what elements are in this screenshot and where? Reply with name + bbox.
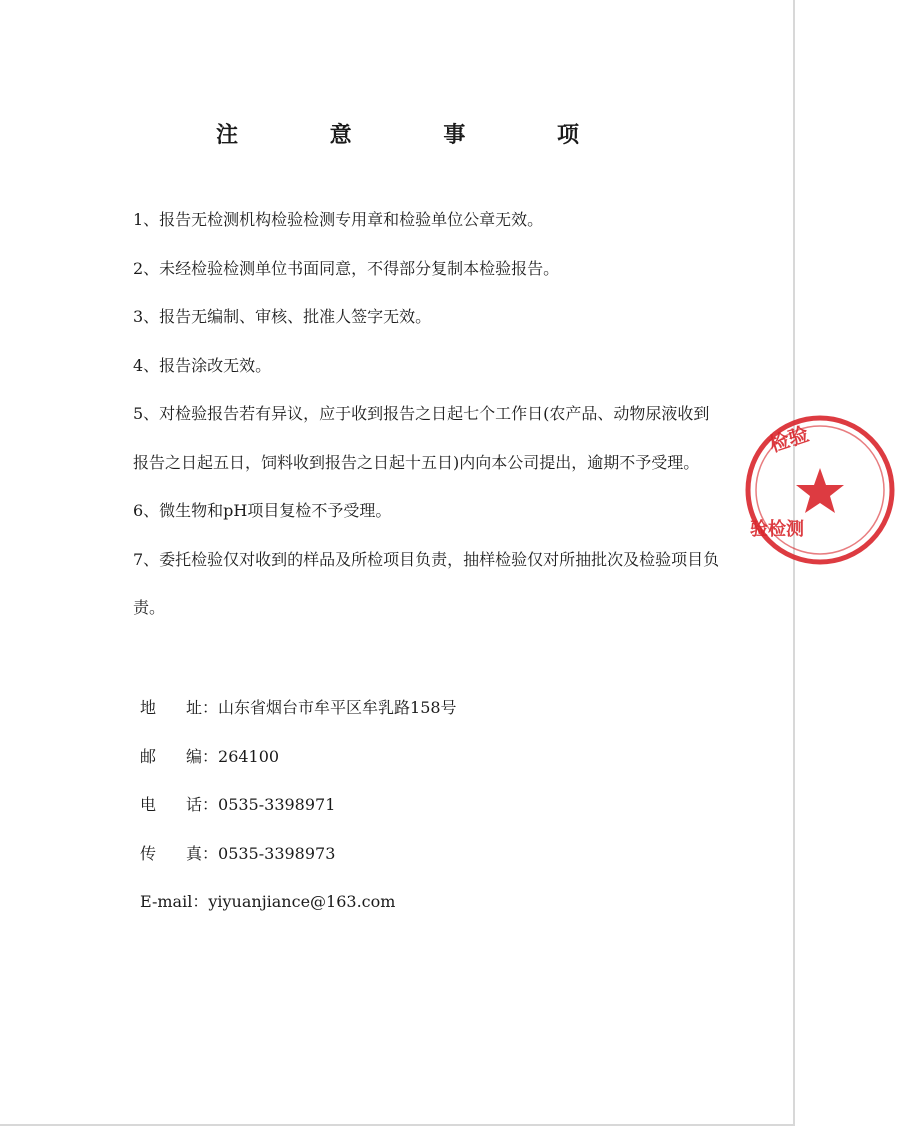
note-item-1: 1、报告无检测机构检验检测专用章和检验单位公章无效。 xyxy=(133,210,544,229)
fax-separator: ： xyxy=(202,843,219,863)
address-label-char-1: 地 xyxy=(140,698,157,717)
phone-separator: ： xyxy=(202,795,219,814)
email-label: E-mail xyxy=(140,892,193,911)
fax-row xyxy=(140,830,700,879)
fax-label-char-1: 传 xyxy=(140,843,157,863)
email-row xyxy=(140,878,700,927)
seal-graphic xyxy=(748,418,892,562)
note-item-6: 6、微生物和pH项目复检不予受理。 xyxy=(133,501,392,520)
email-value: yiyuanjiance@163.com xyxy=(208,892,396,911)
phone-label-char-1: 电 xyxy=(140,795,157,814)
seal-star-icon xyxy=(796,468,844,513)
postcode-separator: ： xyxy=(202,746,219,766)
phone-label-char-2: 话 xyxy=(185,795,202,814)
svg-text:检验: 检验 xyxy=(766,421,812,457)
fax-label xyxy=(140,830,202,879)
address-label xyxy=(140,684,202,733)
fax-value: 0535-3398973 xyxy=(218,843,336,863)
phone-row xyxy=(140,781,700,830)
postcode-label xyxy=(140,733,202,782)
postcode-label-char-1: 邮 xyxy=(140,746,157,766)
phone-value: 0535-3398971 xyxy=(218,795,336,814)
note-item-3: 3、报告无编制、审核、批准人签字无效。 xyxy=(133,307,432,326)
phone-label xyxy=(140,781,202,830)
note-item-5: 5、对检验报告若有异议，应于收到报告之日起七个工作日(农产品、动物尿液收到报告之日起五日，饲料收到报告之日起十五日)内向本公司提出，逾期不予受理。 xyxy=(133,404,710,472)
address-label-char-2: 址 xyxy=(185,698,202,717)
note-item-7: 7、委托检验仅对收到的样品及所检项目负责，抽样检验仅对所抽批次及检验项目负责。 xyxy=(133,549,720,617)
postcode-label-char-2: 编 xyxy=(185,746,202,766)
notes-list xyxy=(133,196,723,633)
official-seal-stamp xyxy=(740,410,900,570)
contact-info xyxy=(140,684,700,927)
postcode-value: 264100 xyxy=(218,746,280,766)
postcode-row xyxy=(140,733,700,782)
email-separator: ： xyxy=(192,892,209,911)
svg-text:验检测: 验检测 xyxy=(750,519,804,540)
address-separator: ： xyxy=(202,698,219,717)
page-title: 注 意 事 项 xyxy=(216,123,621,148)
note-item-2: 2、未经检验检测单位书面同意，不得部分复制本检验报告。 xyxy=(133,258,560,278)
note-item-4: 4、报告涂改无效。 xyxy=(133,355,272,375)
fax-label-char-2: 真 xyxy=(185,843,202,863)
address-row xyxy=(140,684,700,733)
address-value: 山东省烟台市牟平区牟乳路158号 xyxy=(218,698,457,717)
